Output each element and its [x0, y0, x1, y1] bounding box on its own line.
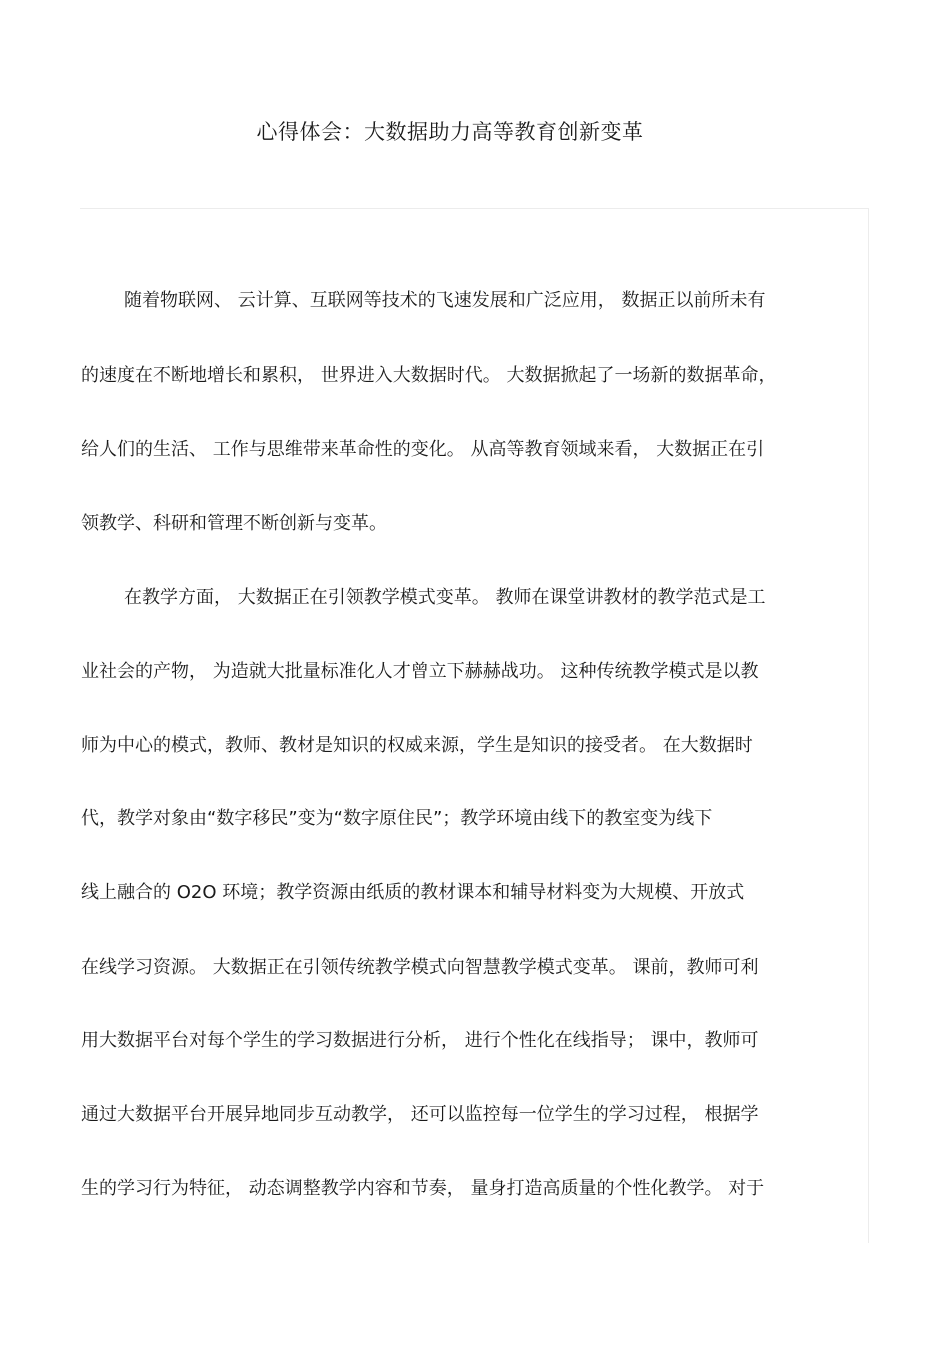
paragraph-1-line-2: 的速度在不断地增长和累积， 世界进入大数据时代。 大数据掀起了一场新的数据革命，	[81, 365, 777, 386]
paragraph-1-line-4: 领教学、科研和管理不断创新与变革。	[81, 513, 387, 534]
document-title: 心得体会：大数据助力高等教育创新变革	[256, 120, 644, 144]
paragraph-2-line-8: 通过大数据平台开展异地同步互动教学， 还可以监控每一位学生的学习过程， 根据学	[81, 1104, 759, 1125]
paragraph-2-line-9: 生的学习行为特征， 动态调整教学内容和节奏， 量身打造高质量的个性化教学。 对于	[81, 1178, 765, 1199]
paragraph-1-line-1: 随着物联网、 云计算、互联网等技术的飞速发展和广泛应用， 数据正以前所未有	[124, 290, 766, 311]
paragraph-2-line-3: 师为中心的模式，教师、教材是知识的权威来源，学生是知识的接受者。 在大数据时	[81, 735, 753, 756]
paragraph-2-line-4: 代，教学对象由“数字移民”变为“数字原住民”；教学环境由线下的教室变为线下	[81, 808, 713, 829]
paragraph-2-line-2: 业社会的产物， 为造就大批量标准化人才曾立下赫赫战功。 这种传统教学模式是以教	[81, 661, 759, 682]
paragraph-2-line-1: 在教学方面， 大数据正在引领教学模式变革。 教师在课堂讲教材的教学范式是工	[124, 587, 766, 608]
paragraph-2-line-7: 用大数据平台对每个学生的学习数据进行分析， 进行个性化在线指导； 课中，教师可	[81, 1030, 759, 1051]
paragraph-2-line-5: 线上融合的 O2O 环境；教学资源由纸质的教材课本和辅导材料变为大规模、开放式	[81, 882, 745, 903]
paragraph-1-line-3: 给人们的生活、 工作与思维带来革命性的变化。 从高等教育领域来看， 大数据正在引	[81, 439, 765, 460]
paragraph-2-line-6: 在线学习资源。 大数据正在引领传统教学模式向智慧教学模式变革。 课前，教师可利	[81, 957, 759, 978]
